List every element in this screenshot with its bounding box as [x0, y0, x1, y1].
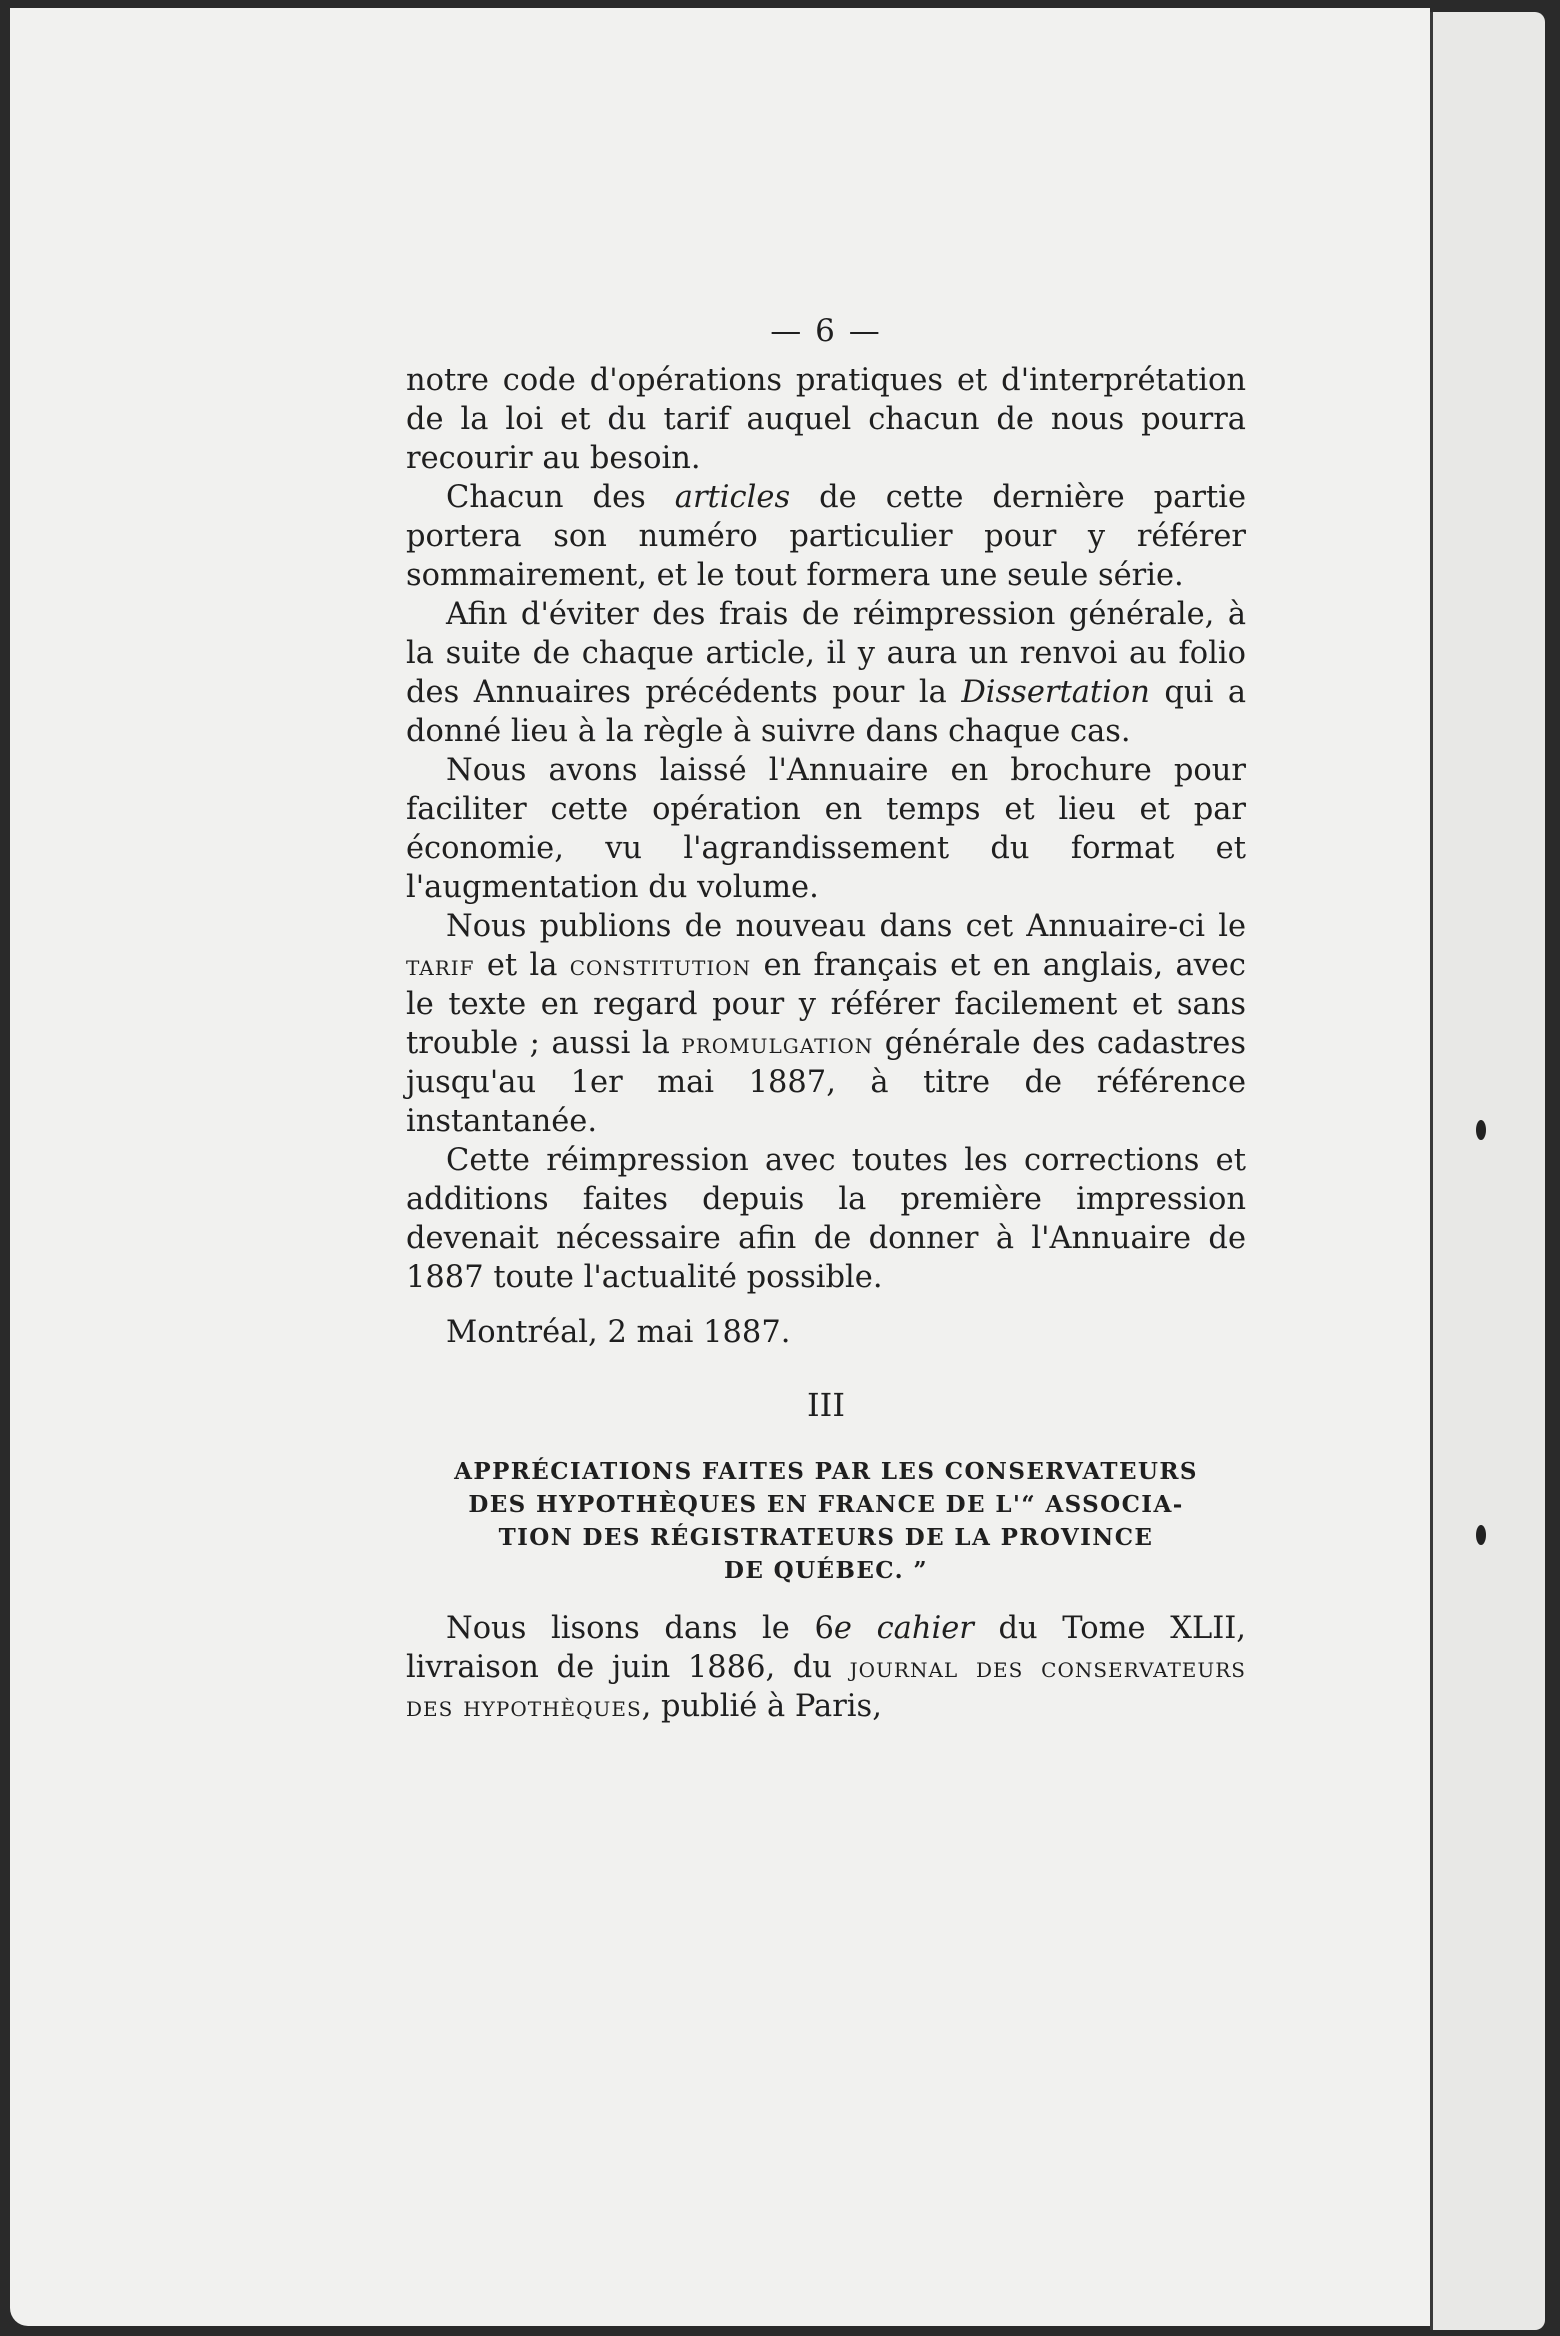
small-caps-term: constitution	[569, 949, 752, 982]
paragraph-text: Cette réimpression avec toutes les corrections et additions faites depuis la première impression devenait nécessaire afin de donner à l'Annuaire de 1887 toute l'actualité possible.	[406, 1143, 1246, 1295]
paragraph-text: Nous lisons dans le 6	[446, 1611, 834, 1646]
section-heading	[406, 1455, 1246, 1587]
paragraph	[406, 595, 1246, 751]
page-text	[406, 312, 1246, 1726]
heading-line: TION DES RÉGISTRATEURS DE LA PROVINCE	[498, 1524, 1154, 1551]
adjacent-page-edge	[1430, 12, 1545, 2330]
paragraph-text: générale des cadastres jusqu'au 1er mai 1887, à titre de référence instantanée.	[406, 1026, 1247, 1139]
ink-blot	[1476, 1120, 1486, 1140]
italic-term: Dissertation	[961, 675, 1150, 710]
paragraph-text: Afin d'éviter des frais de réimpression générale, à la suite de chaque article, il y aura un renvoi au folio des Annuaires précédents pour la	[406, 597, 1246, 710]
heading-line: DE QUÉBEC. ”	[723, 1557, 929, 1584]
small-caps-term: promulgation	[681, 1027, 874, 1060]
paragraph	[406, 907, 1246, 1141]
dateline	[406, 1313, 1246, 1352]
paragraph-text: Nous avons laissé l'Annuaire en brochure pour faciliter cette opération en temps et lieu et par économie, vu l'agrandissement du format et l'augmentation du volume.	[406, 753, 1246, 905]
heading-line: APPRÉCIATIONS FAITES PAR LES CONSERVATEURS	[454, 1458, 1198, 1485]
italic-term: articles	[674, 480, 791, 515]
paragraph	[406, 1141, 1246, 1297]
paragraph	[406, 1609, 1246, 1726]
ink-blot	[1476, 1525, 1486, 1545]
paragraph-text: Nous publions de nouveau dans cet Annuaire-ci le	[446, 909, 1246, 944]
paragraph-text: qui a donné lieu à la règle à suivre dans chaque cas.	[406, 675, 1247, 749]
paragraph-text: de cette dernière partie portera son numéro particulier pour y référer sommairement, et le tout formera une seule série.	[406, 480, 1246, 593]
paragraph-text: , publié à Paris,	[641, 1689, 882, 1724]
paragraph-text: du Tome XLII, livraison de juin 1886, du	[406, 1611, 1246, 1685]
page-number: — 6 —	[770, 313, 882, 349]
small-caps-term: tarif	[406, 949, 475, 982]
italic-term: e cahier	[833, 1611, 974, 1646]
paragraph-text: Chacun des	[446, 480, 675, 515]
section-number: III	[807, 1386, 845, 1424]
small-caps-term: journal des conservateurs des hypothèques	[406, 1651, 1246, 1723]
paragraph-text: en français et en anglais, avec le texte en regard pour y référer facilement et sans trouble ; aussi la	[406, 948, 1246, 1061]
paragraph	[406, 361, 1246, 478]
paragraph-text: et la	[474, 948, 570, 983]
dateline-text: Montréal, 2 mai 1887.	[446, 1315, 791, 1350]
heading-line: DES HYPOTHÈQUES EN FRANCE DE L'“ ASSOCIA-	[468, 1491, 1184, 1518]
paragraph	[406, 478, 1246, 595]
paragraph-text: notre code d'opérations pratiques et d'interprétation de la loi et du tarif auquel chacun de nous pourra recourir au besoin.	[406, 363, 1246, 476]
paragraph	[406, 751, 1246, 907]
